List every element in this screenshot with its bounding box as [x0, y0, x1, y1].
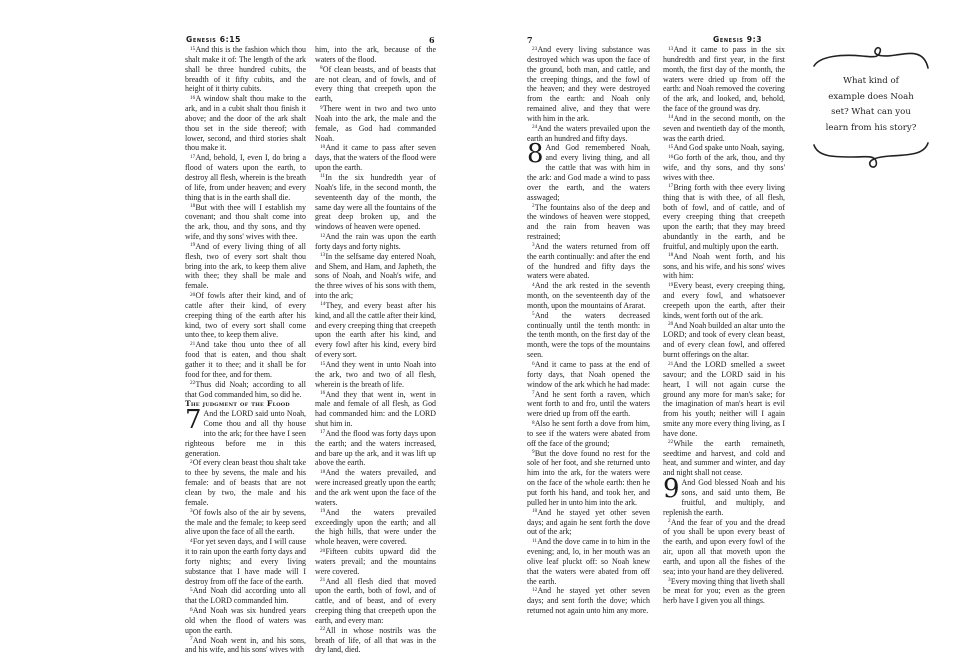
- verse-number: 20: [668, 321, 674, 328]
- verse-text: And God spake unto Noah, saying,: [673, 143, 785, 153]
- verse-text: Of every clean beast thou shalt take to thee by sevens, the male and his female: and of beasts that are not clean by two, the male and his female.: [185, 458, 306, 507]
- verse: [315, 45, 436, 65]
- verse-number: 5: [190, 586, 193, 593]
- verse-number: 11: [532, 537, 537, 544]
- verse-text: And he stayed yet other seven days; and again he sent forth the dove out of the ark;: [527, 507, 650, 537]
- verse: [527, 242, 650, 281]
- verse-text: And, behold, I, even I, do bring a flood of waters upon the earth, to destroy all flesh, wherein is the breath of life, from under heaven; and every thing that is in the earth shall die.: [185, 153, 306, 202]
- verse: [315, 360, 436, 390]
- verse: [315, 301, 436, 360]
- verse-text: For yet seven days, and I will cause it to rain upon the earth forty days and forty nights; and every living substance that I have made will I destroy from off the face of the earth.: [185, 537, 306, 586]
- verse-number: 4: [190, 537, 193, 544]
- verse-number: 21: [668, 360, 674, 367]
- verse: [315, 232, 436, 252]
- verse-number: 17: [668, 183, 674, 190]
- column-2-verses: [315, 45, 436, 655]
- verse: [527, 390, 650, 420]
- verse-number: 21: [190, 340, 196, 347]
- verse-text: And take thou unto thee of all food that is eaten, and thou shalt gather it to thee; and it shall be for food for thee, and for them.: [185, 340, 306, 379]
- verse-number: 17: [320, 429, 326, 436]
- chapter-number-9: 9: [663, 474, 680, 505]
- verse-number: 5: [532, 311, 535, 318]
- verse: [185, 291, 306, 340]
- verse-number: 19: [320, 508, 326, 515]
- verse-number: 22: [190, 380, 196, 387]
- chapter-number-8: 8: [527, 139, 544, 170]
- verse-number: 17: [190, 153, 196, 160]
- verse-number: 2: [190, 458, 193, 465]
- verse-text: And this is the fashion which thou shalt make it of: The length of the ark shall be three hundred cubits, the breadth of it fifty cubits, and the height of it thirty cubits.: [185, 45, 306, 94]
- verse-number: 18: [190, 203, 196, 209]
- verse-text: While the earth remaineth, seedtime and harvest, and cold and heat, and summer and winter, and day and night shall not cease.: [663, 438, 785, 478]
- verse: [315, 390, 436, 429]
- column-3-verses: [527, 45, 650, 143]
- verse-text: And Noah builded an altar unto the LORD; and took of every clean beast, and of every clean fowl, and offered burnt offerings on the altar.: [663, 320, 785, 360]
- verse-text: In the six hundredth year of Noah's life, in the second month, the seventeenth day of the month, the same day were all the fountains of the great deep broken up, and the windows of heaven were opened.: [315, 172, 436, 232]
- verse: [315, 429, 436, 468]
- verse-text: And the ark rested in the seventh month, on the seventeenth day of the month, upon the mountains of Ararat.: [527, 281, 650, 310]
- verse-text: And Noah went in, and his sons, and his wife, and his sons' wives with: [185, 635, 306, 655]
- verse: [185, 606, 306, 636]
- verse: [527, 537, 650, 586]
- verse-number: 20: [190, 291, 196, 298]
- verse-number: 9: [532, 449, 535, 456]
- column-4-verses: [663, 45, 785, 478]
- reflection-callout: [812, 44, 930, 162]
- verse: [663, 153, 785, 183]
- verse-number: 14: [668, 114, 674, 121]
- verse-number: 19: [668, 281, 674, 288]
- page-number-right: 7: [527, 35, 533, 45]
- verse-text: All in whose nostrils was the breath of life, of all that was in the dry land, died.: [315, 625, 436, 655]
- verse-text: And all flesh died that moved upon the earth, both of fowl, and of cattle, and of beast, and of every creeping thing that creepeth upon the earth, and every man:: [315, 576, 436, 625]
- verse-number: 3: [532, 242, 535, 249]
- callout-line-2: example does Noah: [828, 91, 914, 102]
- verse-number: 12: [532, 586, 538, 593]
- scroll-flourish-bottom-icon: [812, 139, 930, 171]
- chapter-9-text: And God blessed Noah and his sons, and said unto them, Be fruitful, and multiply, and replenish the earth.: [663, 478, 785, 517]
- verse-text: A window shalt thou make to the ark, and in a cubit shalt thou finish it above; and the door of the ark shalt thou set in the side thereof; with lower, second, and third stories shalt thou make it.: [185, 94, 306, 153]
- verse: [185, 340, 306, 379]
- verse-number: 10: [320, 143, 326, 150]
- verse-number: 24: [532, 124, 538, 131]
- verse: [185, 380, 306, 400]
- verse-number: 9: [320, 104, 323, 111]
- verse-number: 13: [320, 252, 326, 259]
- verse-number: 20: [320, 547, 326, 554]
- verse-text: Every beast, every creeping thing, and every fowl, and whatsoever creepeth upon the earth, after their kinds, went forth out of the ark.: [663, 281, 785, 320]
- verse-number: 19: [190, 242, 196, 249]
- verse-text: Fifteen cubits upward did the waters prevail; and the mountains were covered.: [315, 547, 436, 576]
- verse: [185, 153, 306, 202]
- verse-text: And they went in unto Noah into the ark, two and two of all flesh, wherein is the breath of life.: [315, 360, 436, 389]
- callout-line-3: set? What can you: [831, 107, 911, 117]
- verse: [527, 449, 650, 508]
- verse-number: 4: [532, 281, 535, 288]
- verse: [185, 94, 306, 153]
- verse-text: And he stayed yet other seven days; and sent forth the dove; which returned not again unto him any more.: [527, 586, 650, 616]
- verse-text: They, and every beast after his kind, and all the cattle after their kind, and every creeping thing that creepeth upon the earth after his kind, and every fowl after his kind, every bird of every sort.: [315, 300, 436, 360]
- verse: [663, 252, 785, 282]
- verse-text: And the flood was forty days upon the earth; and the waters increased, and bare up the ark, and it was lift up above the earth.: [315, 428, 436, 468]
- verse: [663, 577, 785, 607]
- verse-text: And Noah did according unto all that the LORD commanded him.: [185, 586, 306, 606]
- verse: [527, 281, 650, 311]
- column-4-continued-verses: [663, 518, 785, 607]
- verse: [185, 537, 306, 586]
- verse-text: The fountains also of the deep and the windows of heaven were stopped, and the rain from heaven was restrained;: [527, 202, 650, 242]
- running-head-right: Genesis 9:3: [713, 35, 763, 44]
- verse-text: In the selfsame day entered Noah, and Shem, and Ham, and Japheth, the sons of Noah, and Noah's wife, and the three wives of his sons with them, into the ark;: [315, 251, 436, 301]
- verse-text: And Noah was six hundred years old when the flood of waters was upon the earth.: [185, 606, 306, 635]
- verse: [185, 203, 306, 242]
- verse-text: There went in two and two unto Noah into the ark, the male and the female, as God had commanded Noah.: [315, 104, 436, 143]
- verse-text: And every living substance was destroyed which was upon the face of the ground, both man, and cattle, and the creeping things, and the fowl of the heaven; and they were destroyed from the earth: and Noah only remained alive, and they that were with him in the ark.: [527, 45, 650, 123]
- verse-number: 21: [320, 577, 326, 584]
- verse: [315, 577, 436, 626]
- callout-line-1: What kind of: [843, 76, 899, 86]
- verse: [185, 508, 306, 538]
- verse: [527, 45, 650, 124]
- verse-text: And the LORD smelled a sweet savour; and the LORD said in his heart, I will not again curse the ground any more for man's sake; for the imagination of man's heart is evil from his youth; neither will I again smite any more every thing living, as I have done.: [663, 360, 785, 438]
- page-number-left: 6: [429, 35, 435, 45]
- verse: [527, 124, 650, 144]
- verse-text: And of every living thing of all flesh, two of every sort shalt thou bring into the ark, to keep them alive with thee; they shall be male and female.: [185, 241, 306, 291]
- verse-number: 3: [190, 508, 193, 515]
- verse-text: And in the second month, on the seven and twentieth day of the month, was the earth dried.: [663, 113, 785, 143]
- column-2: [315, 45, 436, 655]
- chapter-8-text: And God remembered Noah, and every living thing, and all the cattle that was with him in the ark: and God made a wind to pass over the earth, and the waters asswaged;: [527, 143, 650, 202]
- verse-number: 15: [320, 360, 326, 367]
- verse: [527, 203, 650, 242]
- verse-number: 18: [320, 468, 326, 475]
- column-1: [185, 45, 306, 655]
- verse-number: 11: [320, 173, 325, 180]
- verse: [315, 508, 436, 547]
- verse: [315, 547, 436, 577]
- column-4: [663, 45, 785, 606]
- verse: [185, 458, 306, 507]
- verse-number: 10: [532, 508, 538, 515]
- verse: [527, 419, 650, 449]
- verse-text: Thus did Noah; according to all that God commanded him, so did he.: [185, 379, 306, 399]
- verse-number: 12: [320, 232, 326, 239]
- verse-number: 22: [668, 439, 674, 446]
- chapter-9-opening: [663, 474, 785, 517]
- verse-number: 3: [668, 577, 671, 584]
- verse: [663, 360, 785, 439]
- verse-text: Also he sent forth a dove from him, to see if the waters were abated from off the face of the ground;: [527, 419, 650, 448]
- verse-text: And it came to pass at the end of forty days, that Noah opened the window of the ark which he had made:: [527, 360, 650, 389]
- verse-number: 8: [532, 419, 535, 426]
- verse-text: Of clean beasts, and of beasts that are not clean, and of fowls, and of every thing that creepeth upon the earth,: [315, 64, 436, 104]
- verse-text: Of fowls also of the air by sevens, the male and the female; to keep seed alive upon the face of all the earth.: [185, 507, 306, 537]
- verse: [527, 586, 650, 616]
- verse-number: 15: [668, 143, 674, 150]
- verse: [663, 281, 785, 320]
- verse: [527, 508, 650, 538]
- verse-number: 15: [190, 45, 196, 52]
- section-heading: The judgment of the Flood: [185, 399, 290, 409]
- verse: [663, 439, 785, 478]
- verse-number: 7: [190, 636, 193, 643]
- verse: [315, 252, 436, 301]
- verse-number: 7: [532, 390, 535, 397]
- column-3: [527, 45, 650, 616]
- verse-number: 22: [320, 626, 326, 633]
- column-3-continued-verses: [527, 203, 650, 616]
- verse: [663, 518, 785, 577]
- verse-text: Of fowls after their kind, and of cattle after their kind, of every creeping thing of the earth after his kind, two of every sort shall come unto thee, to keep them alive.: [185, 291, 306, 340]
- verse-number: 16: [190, 94, 196, 101]
- verse-text: And the waters prevailed, and were increased greatly upon the earth; and the ark went upon the face of the waters.: [315, 468, 436, 507]
- verse: [315, 143, 436, 173]
- verse-text: And the waters decreased continually until the tenth month: in the tenth month, on the first day of the month, were the tops of the mountains seen.: [527, 310, 650, 360]
- chapter-number-7: 7: [185, 405, 202, 436]
- chapter-7-opening: [185, 405, 306, 458]
- verse: [527, 311, 650, 360]
- verse-text: And he sent forth a raven, which went forth to and fro, until the waters were dried up from off the earth.: [527, 389, 650, 419]
- verse-number: 2: [668, 518, 671, 524]
- chapter-8-opening: [527, 139, 650, 202]
- column-1-continued-verses: [185, 458, 306, 655]
- verse: [527, 360, 650, 390]
- verse-text: And they that went in, went in male and female of all flesh, as God had commanded him: and the LORD shut him in.: [315, 389, 436, 429]
- verse-text: And it came to pass after seven days, that the waters of the flood were upon the earth.: [315, 143, 436, 173]
- verse-number: 16: [668, 153, 674, 160]
- verse-number: 6: [190, 606, 193, 613]
- verse-number: 16: [320, 390, 326, 397]
- left-page: [0, 0, 481, 655]
- verse-text: Every moving thing that liveth shall be meat for you; even as the green herb have I given you all things.: [663, 576, 785, 606]
- callout-line-4: learn from his story?: [825, 122, 917, 133]
- verse: [315, 173, 436, 232]
- verse: [185, 242, 306, 291]
- verse-number: 18: [668, 252, 674, 259]
- scroll-flourish-top-icon: [812, 44, 930, 74]
- verse-number: 8: [320, 65, 323, 72]
- verse-text: And the fear of you and the dread of you shall be upon every beast of the earth, and upon every fowl of the air, upon all that moveth upon the earth, and upon all the fishes of the sea; into your hand are they delivered.: [663, 517, 785, 576]
- verse-text: And the waters prevailed upon the earth an hundred and fifty days.: [527, 123, 650, 143]
- verse-text: And the dove came in to him in the evening; and, lo, in her mouth was an olive leaf pluckt off: so Noah knew that the waters were abated from off the earth.: [527, 537, 650, 586]
- verse-number: 6: [532, 360, 535, 367]
- verse: [315, 468, 436, 507]
- verse-number: 2: [532, 203, 535, 209]
- verse-text: Bring forth with thee every living thing that is with thee, of all flesh, both of fowl, and of cattle, and of every creeping thing that creepeth upon the earth; that they may breed abundantly in the earth, and be fruitful, and multiply upon the earth.: [663, 182, 785, 251]
- verse: [663, 183, 785, 252]
- callout-question: [812, 74, 930, 136]
- verse: [663, 143, 785, 153]
- verse-number: 14: [320, 301, 326, 308]
- verse-text: And Noah went forth, and his sons, and his wife, and his sons' wives with him:: [663, 251, 785, 281]
- verse-text: And the waters returned from off the earth continually: and after the end of the hundred and fifty days the waters were abated.: [527, 241, 650, 281]
- verse-text: Go forth of the ark, thou, and thy wife, and thy sons, and thy sons' wives with thee.: [663, 153, 785, 182]
- verse: [315, 65, 436, 104]
- verse: [185, 636, 306, 655]
- column-1-verses: [185, 45, 306, 399]
- verse-text: And it came to pass in the six hundredth and first year, in the first month, the first day of the month, the waters were dried up from off the earth: and Noah removed the covering of the ark, and looked, and, behold, the face of the ground was dry.: [663, 45, 785, 114]
- verse: [663, 321, 785, 360]
- verse-number: 13: [668, 45, 674, 52]
- verse-text: And the waters prevailed exceedingly upon the earth; and all the high hills, that were under the whole heaven, were covered.: [315, 507, 436, 547]
- verse: [315, 626, 436, 655]
- chapter-7-text: And the LORD said unto Noah, Come thou and all thy house into the ark; for thee have I seen righteous before me in this generation.: [185, 409, 306, 458]
- verse: [663, 114, 785, 144]
- verse-text: him, into the ark, because of the waters of the flood.: [315, 45, 436, 64]
- running-head-left: Genesis 6:15: [186, 35, 242, 44]
- verse: [663, 45, 785, 114]
- verse-text: And the rain was upon the earth forty days and forty nights.: [315, 232, 436, 251]
- verse-text: But the dove found no rest for the sole of her foot, and she returned unto him into the ark, for the waters were on the face of the whole earth: then he put forth his hand, and took her, and pulled her in unto him into the ark.: [527, 448, 650, 507]
- verse: [185, 45, 306, 94]
- verse-text: But with thee will I establish my covenant; and thou shalt come into the ark, thou, and thy sons, and thy wife, and thy sons' wives with thee.: [185, 202, 306, 242]
- verse-number: 23: [532, 45, 538, 52]
- verse: [185, 586, 306, 606]
- verse: [315, 104, 436, 143]
